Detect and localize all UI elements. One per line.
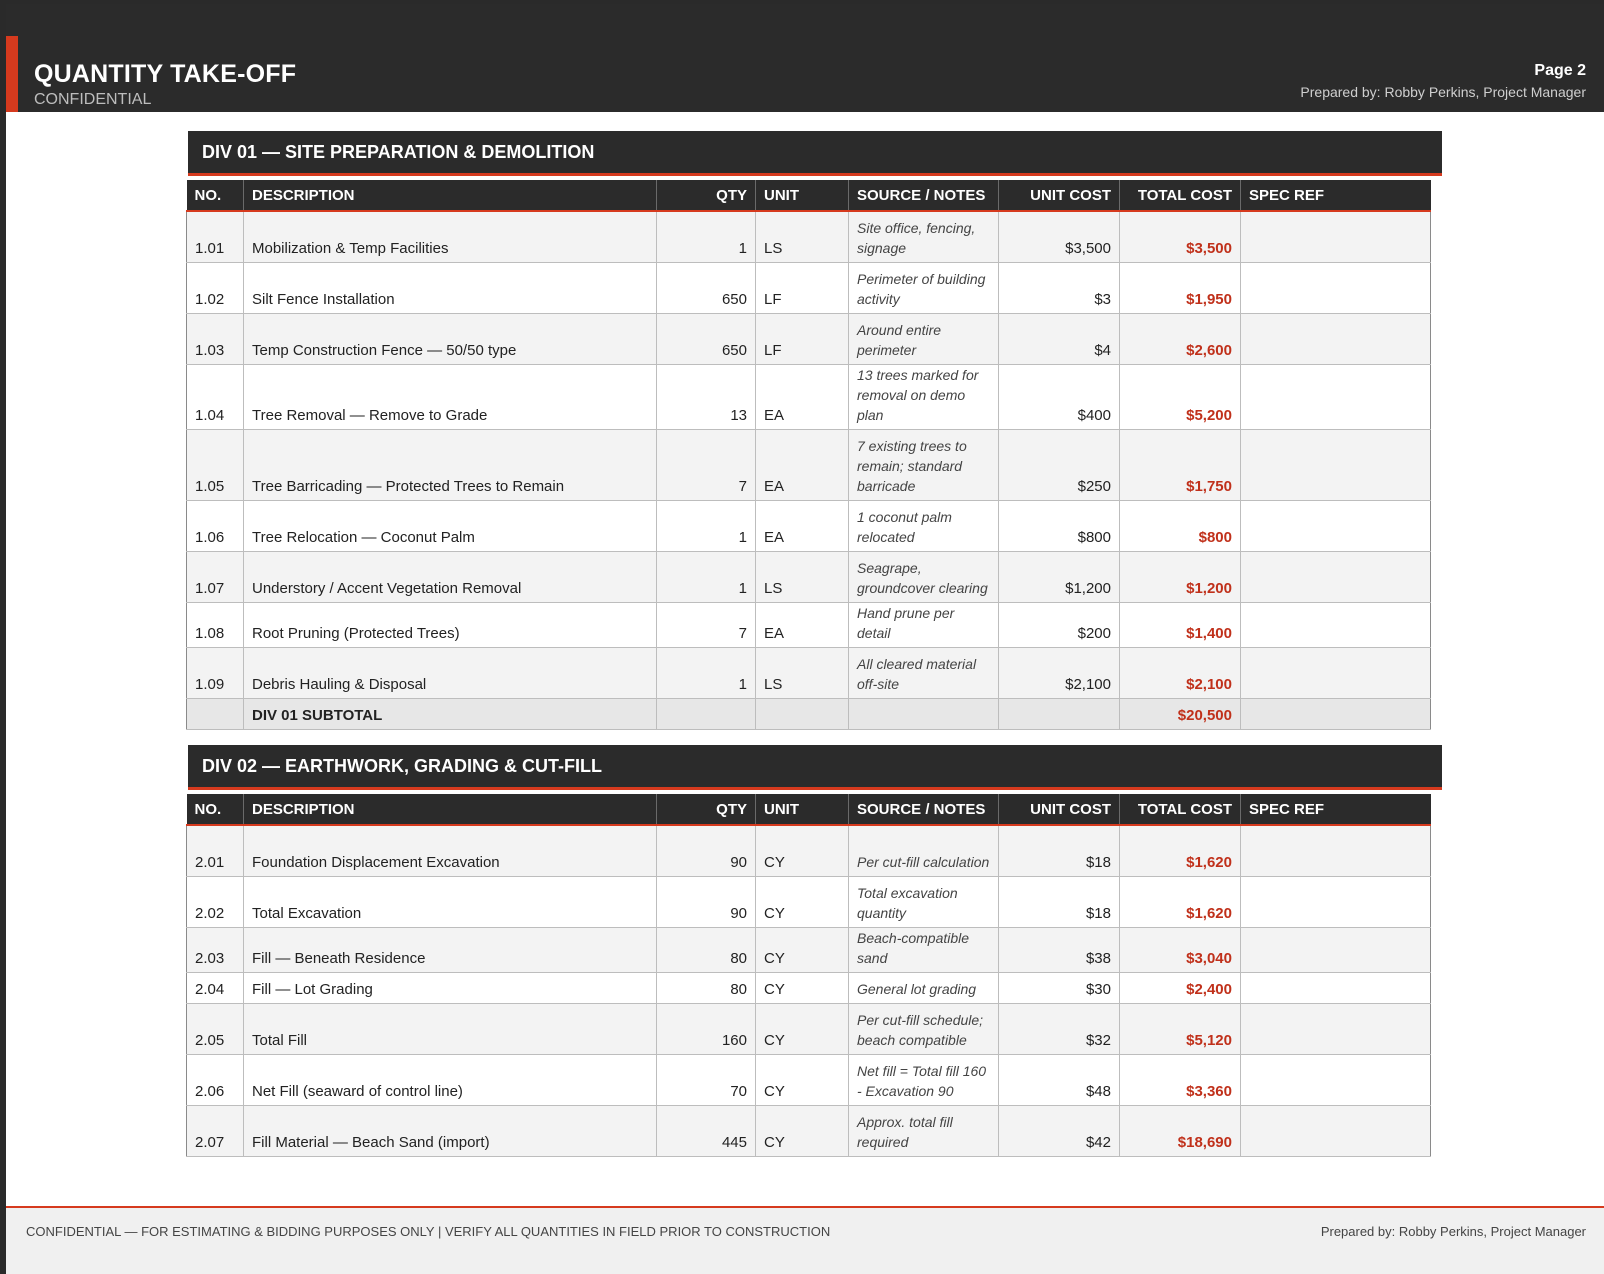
div02-section bbox=[186, 745, 1436, 1157]
row-total-cost: $1,750 bbox=[1120, 429, 1241, 500]
row-unit-cost: $200 bbox=[999, 602, 1120, 647]
row-spec-ref bbox=[1241, 647, 1431, 698]
row-notes: Site office, fencing, signage bbox=[849, 211, 999, 262]
row-qty: 80 bbox=[657, 972, 756, 1003]
footer-prepared-by: Prepared by: Robby Perkins, Project Manager bbox=[1320, 1224, 1586, 1239]
table-row bbox=[187, 927, 1431, 972]
row-notes: Approx. total fill required bbox=[849, 1105, 999, 1156]
table-row bbox=[187, 429, 1431, 500]
row-unit-cost: $38 bbox=[999, 927, 1120, 972]
row-qty: 445 bbox=[657, 1105, 756, 1156]
col-qty: QTY bbox=[657, 180, 756, 211]
row-number: 1.02 bbox=[187, 262, 244, 313]
row-total-cost: $3,500 bbox=[1120, 211, 1241, 262]
row-unit: CY bbox=[756, 825, 849, 876]
row-unit: EA bbox=[756, 364, 849, 429]
row-total-cost: $3,040 bbox=[1120, 927, 1241, 972]
row-unit: CY bbox=[756, 1003, 849, 1054]
row-description: Foundation Displacement Excavation bbox=[244, 825, 657, 876]
row-qty: 1 bbox=[657, 211, 756, 262]
row-description: Net Fill (seaward of control line) bbox=[244, 1054, 657, 1105]
row-qty: 1 bbox=[657, 500, 756, 551]
row-qty: 1 bbox=[657, 551, 756, 602]
row-qty: 1 bbox=[657, 647, 756, 698]
row-description: Fill — Lot Grading bbox=[244, 972, 657, 1003]
col-unit-cost: UNIT COST bbox=[999, 180, 1120, 211]
table-row bbox=[187, 262, 1431, 313]
col-no: NO. bbox=[187, 180, 244, 211]
title-bar bbox=[6, 4, 1604, 112]
row-number: 2.03 bbox=[187, 927, 244, 972]
row-unit: LS bbox=[756, 551, 849, 602]
row-unit: EA bbox=[756, 429, 849, 500]
row-unit-cost: $30 bbox=[999, 972, 1120, 1003]
row-total-cost: $2,400 bbox=[1120, 972, 1241, 1003]
row-notes: Around entire perimeter bbox=[849, 313, 999, 364]
row-notes: 13 trees marked for removal on demo plan bbox=[849, 364, 999, 429]
row-description: Tree Barricading — Protected Trees to Remain bbox=[244, 429, 657, 500]
table-row bbox=[187, 602, 1431, 647]
row-spec-ref bbox=[1241, 551, 1431, 602]
row-qty: 90 bbox=[657, 876, 756, 927]
row-unit-cost: $1,200 bbox=[999, 551, 1120, 602]
row-number: 1.01 bbox=[187, 211, 244, 262]
row-notes: Beach-compatible sand bbox=[849, 927, 999, 972]
div01-table bbox=[186, 180, 1431, 730]
page-number: Page 2 bbox=[1534, 62, 1586, 79]
row-qty: 90 bbox=[657, 825, 756, 876]
row-unit: CY bbox=[756, 972, 849, 1003]
row-number: 1.04 bbox=[187, 364, 244, 429]
row-spec-ref bbox=[1241, 429, 1431, 500]
row-unit: LS bbox=[756, 211, 849, 262]
col-no: NO. bbox=[187, 794, 244, 825]
table-row bbox=[187, 1105, 1431, 1156]
table-row bbox=[187, 876, 1431, 927]
row-total-cost: $3,360 bbox=[1120, 1054, 1241, 1105]
div01-header: DIV 01 — SITE PREPARATION & DEMOLITION bbox=[188, 131, 1442, 176]
row-total-cost: $800 bbox=[1120, 500, 1241, 551]
row-qty: 13 bbox=[657, 364, 756, 429]
row-spec-ref bbox=[1241, 1003, 1431, 1054]
footer-disclaimer: CONFIDENTIAL — FOR ESTIMATING & BIDDING PURPOSES ONLY | VERIFY ALL QUANTITIES IN FIELD PRIOR TO CONSTRUCTION bbox=[26, 1224, 831, 1239]
col-unit: UNIT bbox=[756, 180, 849, 211]
row-unit: LF bbox=[756, 313, 849, 364]
row-unit: EA bbox=[756, 500, 849, 551]
row-total-cost: $5,200 bbox=[1120, 364, 1241, 429]
row-spec-ref bbox=[1241, 262, 1431, 313]
div01-header-row bbox=[187, 180, 1431, 211]
row-number: 1.06 bbox=[187, 500, 244, 551]
div01-subtotal-row bbox=[187, 698, 1431, 729]
row-number: 2.06 bbox=[187, 1054, 244, 1105]
row-unit: CY bbox=[756, 1054, 849, 1105]
row-unit: CY bbox=[756, 927, 849, 972]
row-qty: 7 bbox=[657, 602, 756, 647]
row-qty: 80 bbox=[657, 927, 756, 972]
row-unit: EA bbox=[756, 602, 849, 647]
row-number: 2.04 bbox=[187, 972, 244, 1003]
div02-header-row bbox=[187, 794, 1431, 825]
row-spec-ref bbox=[1241, 313, 1431, 364]
row-description: Understory / Accent Vegetation Removal bbox=[244, 551, 657, 602]
row-unit-cost: $4 bbox=[999, 313, 1120, 364]
row-notes: Total excavation quantity bbox=[849, 876, 999, 927]
row-description: Root Pruning (Protected Trees) bbox=[244, 602, 657, 647]
row-number: 1.05 bbox=[187, 429, 244, 500]
row-total-cost: $18,690 bbox=[1120, 1105, 1241, 1156]
table-row bbox=[187, 1054, 1431, 1105]
row-notes: Per cut-fill schedule; beach compatible bbox=[849, 1003, 999, 1054]
table-row bbox=[187, 825, 1431, 876]
col-notes: SOURCE / NOTES bbox=[849, 794, 999, 825]
col-spec-ref: SPEC REF bbox=[1241, 180, 1431, 211]
row-qty: 650 bbox=[657, 262, 756, 313]
div02-body bbox=[187, 825, 1431, 1156]
col-unit-cost: UNIT COST bbox=[999, 794, 1120, 825]
div01-section bbox=[186, 131, 1436, 730]
table-row bbox=[187, 1003, 1431, 1054]
row-unit-cost: $2,100 bbox=[999, 647, 1120, 698]
row-notes: General lot grading bbox=[849, 972, 999, 1003]
row-spec-ref bbox=[1241, 602, 1431, 647]
row-total-cost: $2,100 bbox=[1120, 647, 1241, 698]
row-description: Tree Relocation — Coconut Palm bbox=[244, 500, 657, 551]
table-row bbox=[187, 972, 1431, 1003]
col-description: DESCRIPTION bbox=[244, 794, 657, 825]
row-total-cost: $1,620 bbox=[1120, 876, 1241, 927]
row-spec-ref bbox=[1241, 927, 1431, 972]
row-notes: 1 coconut palm relocated bbox=[849, 500, 999, 551]
table-row bbox=[187, 211, 1431, 262]
row-unit: CY bbox=[756, 1105, 849, 1156]
row-unit-cost: $400 bbox=[999, 364, 1120, 429]
row-number: 1.03 bbox=[187, 313, 244, 364]
col-notes: SOURCE / NOTES bbox=[849, 180, 999, 211]
table-row bbox=[187, 551, 1431, 602]
col-spec-ref: SPEC REF bbox=[1241, 794, 1431, 825]
row-description: Silt Fence Installation bbox=[244, 262, 657, 313]
row-spec-ref bbox=[1241, 364, 1431, 429]
row-unit: LF bbox=[756, 262, 849, 313]
row-description: Mobilization & Temp Facilities bbox=[244, 211, 657, 262]
subtotal-label: DIV 01 SUBTOTAL bbox=[244, 698, 657, 729]
table-row bbox=[187, 500, 1431, 551]
row-spec-ref bbox=[1241, 972, 1431, 1003]
row-qty: 160 bbox=[657, 1003, 756, 1054]
row-notes: Seagrape, groundcover clearing bbox=[849, 551, 999, 602]
row-unit-cost: $3 bbox=[999, 262, 1120, 313]
row-notes: All cleared material off-site bbox=[849, 647, 999, 698]
row-description: Total Fill bbox=[244, 1003, 657, 1054]
row-spec-ref bbox=[1241, 876, 1431, 927]
row-spec-ref bbox=[1241, 500, 1431, 551]
row-unit-cost: $42 bbox=[999, 1105, 1120, 1156]
col-unit: UNIT bbox=[756, 794, 849, 825]
subtotal-value: $20,500 bbox=[1120, 698, 1241, 729]
row-spec-ref bbox=[1241, 1054, 1431, 1105]
col-total-cost: TOTAL COST bbox=[1120, 180, 1241, 211]
row-notes: Per cut-fill calculation bbox=[849, 825, 999, 876]
row-unit-cost: $48 bbox=[999, 1054, 1120, 1105]
document-subtitle: CONFIDENTIAL bbox=[34, 91, 152, 108]
page-footer bbox=[6, 1206, 1604, 1274]
row-number: 1.09 bbox=[187, 647, 244, 698]
div02-table bbox=[186, 794, 1431, 1157]
div02-header: DIV 02 — EARTHWORK, GRADING & CUT-FILL bbox=[188, 745, 1442, 790]
row-description: Fill Material — Beach Sand (import) bbox=[244, 1105, 657, 1156]
row-number: 2.05 bbox=[187, 1003, 244, 1054]
document-title: QUANTITY TAKE-OFF bbox=[34, 60, 297, 88]
accent-stripe bbox=[6, 36, 18, 112]
div01-body bbox=[187, 211, 1431, 698]
row-unit: CY bbox=[756, 876, 849, 927]
row-description: Total Excavation bbox=[244, 876, 657, 927]
table-row bbox=[187, 647, 1431, 698]
row-total-cost: $5,120 bbox=[1120, 1003, 1241, 1054]
row-total-cost: $1,950 bbox=[1120, 262, 1241, 313]
row-number: 2.02 bbox=[187, 876, 244, 927]
row-description: Tree Removal — Remove to Grade bbox=[244, 364, 657, 429]
row-number: 1.07 bbox=[187, 551, 244, 602]
row-spec-ref bbox=[1241, 825, 1431, 876]
row-unit-cost: $32 bbox=[999, 1003, 1120, 1054]
row-total-cost: $1,620 bbox=[1120, 825, 1241, 876]
row-description: Temp Construction Fence — 50/50 type bbox=[244, 313, 657, 364]
row-number: 1.08 bbox=[187, 602, 244, 647]
row-unit-cost: $800 bbox=[999, 500, 1120, 551]
row-unit-cost: $18 bbox=[999, 876, 1120, 927]
row-qty: 7 bbox=[657, 429, 756, 500]
document-page bbox=[6, 4, 1604, 1274]
row-spec-ref bbox=[1241, 211, 1431, 262]
row-unit-cost: $18 bbox=[999, 825, 1120, 876]
row-qty: 650 bbox=[657, 313, 756, 364]
col-description: DESCRIPTION bbox=[244, 180, 657, 211]
row-qty: 70 bbox=[657, 1054, 756, 1105]
row-notes: Hand prune per detail bbox=[849, 602, 999, 647]
row-unit-cost: $250 bbox=[999, 429, 1120, 500]
row-notes: 7 existing trees to remain; standard barricade bbox=[849, 429, 999, 500]
col-qty: QTY bbox=[657, 794, 756, 825]
row-unit-cost: $3,500 bbox=[999, 211, 1120, 262]
row-unit: LS bbox=[756, 647, 849, 698]
row-description: Fill — Beneath Residence bbox=[244, 927, 657, 972]
prepared-by: Prepared by: Robby Perkins, Project Manager bbox=[1300, 84, 1586, 100]
row-number: 2.01 bbox=[187, 825, 244, 876]
table-row bbox=[187, 364, 1431, 429]
row-spec-ref bbox=[1241, 1105, 1431, 1156]
table-row bbox=[187, 313, 1431, 364]
row-total-cost: $1,400 bbox=[1120, 602, 1241, 647]
row-total-cost: $1,200 bbox=[1120, 551, 1241, 602]
row-total-cost: $2,600 bbox=[1120, 313, 1241, 364]
row-description: Debris Hauling & Disposal bbox=[244, 647, 657, 698]
col-total-cost: TOTAL COST bbox=[1120, 794, 1241, 825]
row-notes: Perimeter of building activity bbox=[849, 262, 999, 313]
row-notes: Net fill = Total fill 160 - Excavation 90 bbox=[849, 1054, 999, 1105]
row-number: 2.07 bbox=[187, 1105, 244, 1156]
